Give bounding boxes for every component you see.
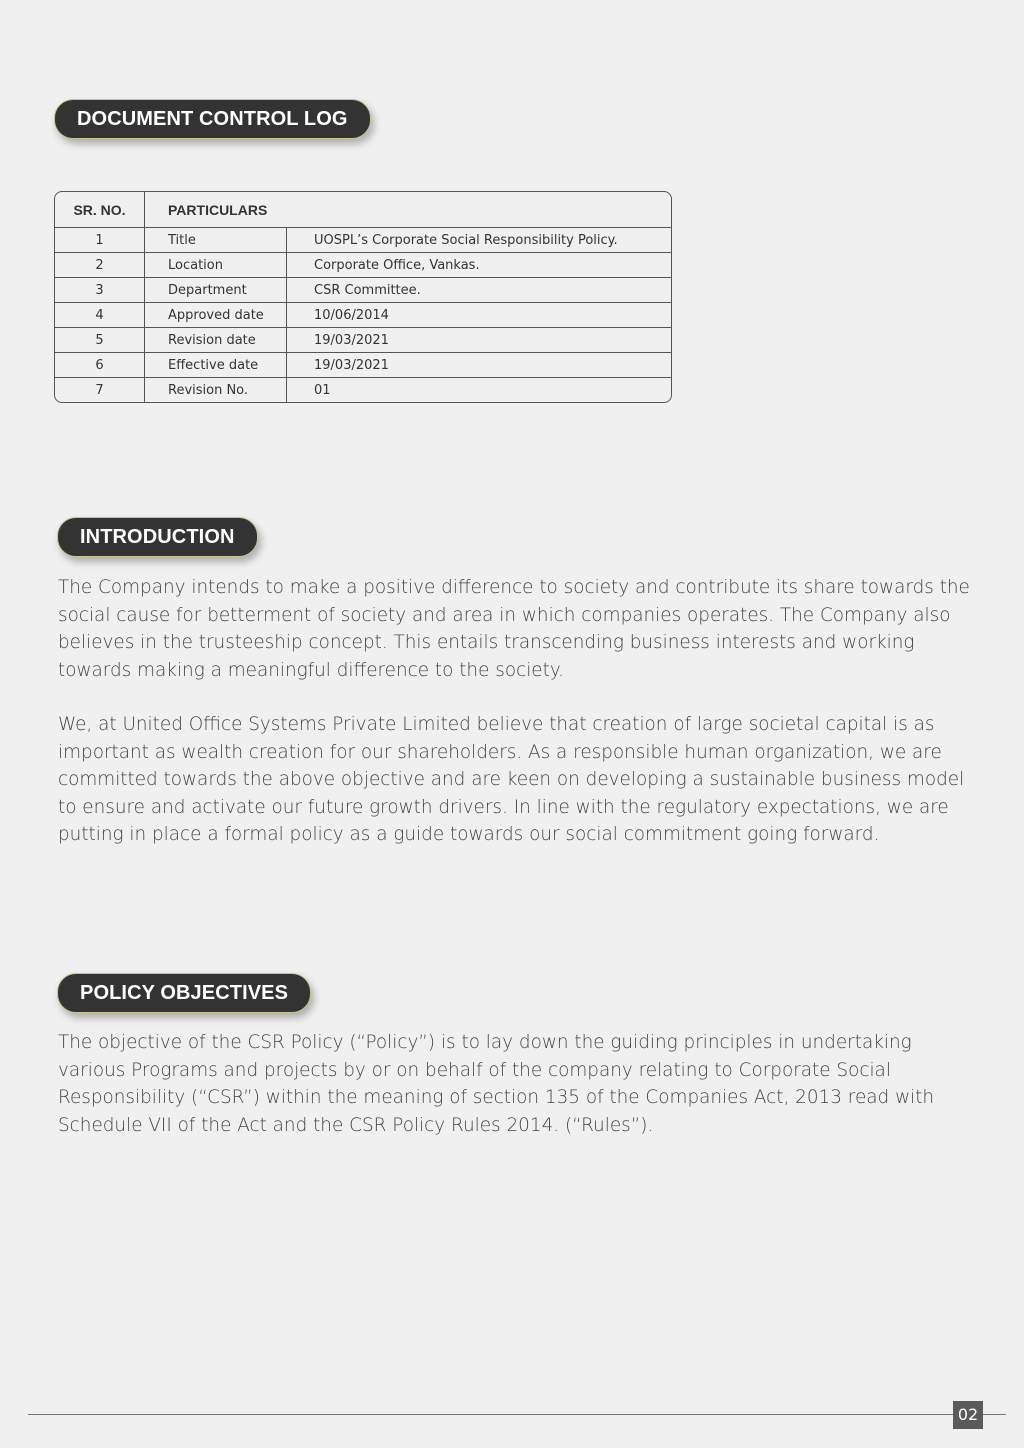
sr-no-cell: 2 [55, 253, 145, 278]
policy-objectives-paragraph: The objective of the CSR Policy (“Policy”) is to lay down the guiding principles in undertaking various Programs and projects by or on behalf of the company relating to Corporate Social Responsibility (“CSR”) within the meaning of section 135 of the Companies Act, 2013 read with Schedule VII of the Act and the CSR Policy Rules 2014. (“Rules”). [58, 1032, 935, 1136]
particular-value-cell: 19/03/2021 [287, 353, 672, 378]
particular-value-cell: Corporate Office, Vankas. [287, 253, 672, 278]
document-control-log-table [54, 191, 672, 403]
particular-label-cell: Title [145, 228, 287, 253]
table-header-row [55, 192, 671, 228]
particular-value-cell: 10/06/2014 [287, 303, 672, 328]
particular-value-cell: CSR Committee. [287, 278, 672, 303]
particular-value-cell: 19/03/2021 [287, 328, 672, 353]
document-control-log-heading: DOCUMENT CONTROL LOG [54, 99, 371, 139]
sr-no-cell: 5 [55, 328, 145, 353]
particular-label-cell: Approved date [145, 303, 287, 328]
particular-label-cell: Revision No. [145, 378, 287, 403]
table-row [55, 353, 671, 378]
sr-no-cell: 7 [55, 378, 145, 403]
sr-no-cell: 6 [55, 353, 145, 378]
table-row [55, 328, 671, 353]
table-row [55, 253, 671, 278]
sr-no-cell: 4 [55, 303, 145, 328]
page-number: 02 [953, 1401, 983, 1429]
table-row [55, 378, 671, 403]
particular-label-cell: Effective date [145, 353, 287, 378]
sr-no-cell: 3 [55, 278, 145, 303]
introduction-heading: INTRODUCTION [57, 517, 258, 557]
table-row [55, 278, 671, 303]
particular-value-cell: UOSPL’s Corporate Social Responsibility Policy. [287, 228, 672, 253]
introduction-paragraph: The Company intends to make a positive difference to society and contribute its share towards the social cause for betterment of society and area in which companies operates. The Company also believes in the trusteeship concept. This entails transcending business interests and working towards making a meaningful difference to the society. [58, 577, 970, 681]
table-row [55, 228, 671, 253]
particular-label-cell: Location [145, 253, 287, 278]
particular-label-cell: Department [145, 278, 287, 303]
particular-value-cell: 01 [287, 378, 672, 403]
sr-no-cell: 1 [55, 228, 145, 253]
particulars-header: PARTICULARS [145, 192, 672, 228]
policy-objectives-heading: POLICY OBJECTIVES [57, 973, 311, 1013]
sr-no-header: SR. NO. [55, 192, 145, 228]
particular-label-cell: Revision date [145, 328, 287, 353]
footer-divider [28, 1414, 1006, 1415]
table-row [55, 303, 671, 328]
introduction-paragraph: We, at United Office Systems Private Limited believe that creation of large societal capital is as important as wealth creation for our shareholders. As a responsible human organization, we are committed towards the above objective and are keen on developing a sustainable business model to ensure and activate our future growth drivers. In line with the regulatory expectations, we are putting in place a formal policy as a guide towards our social commitment going forward. [58, 714, 965, 845]
